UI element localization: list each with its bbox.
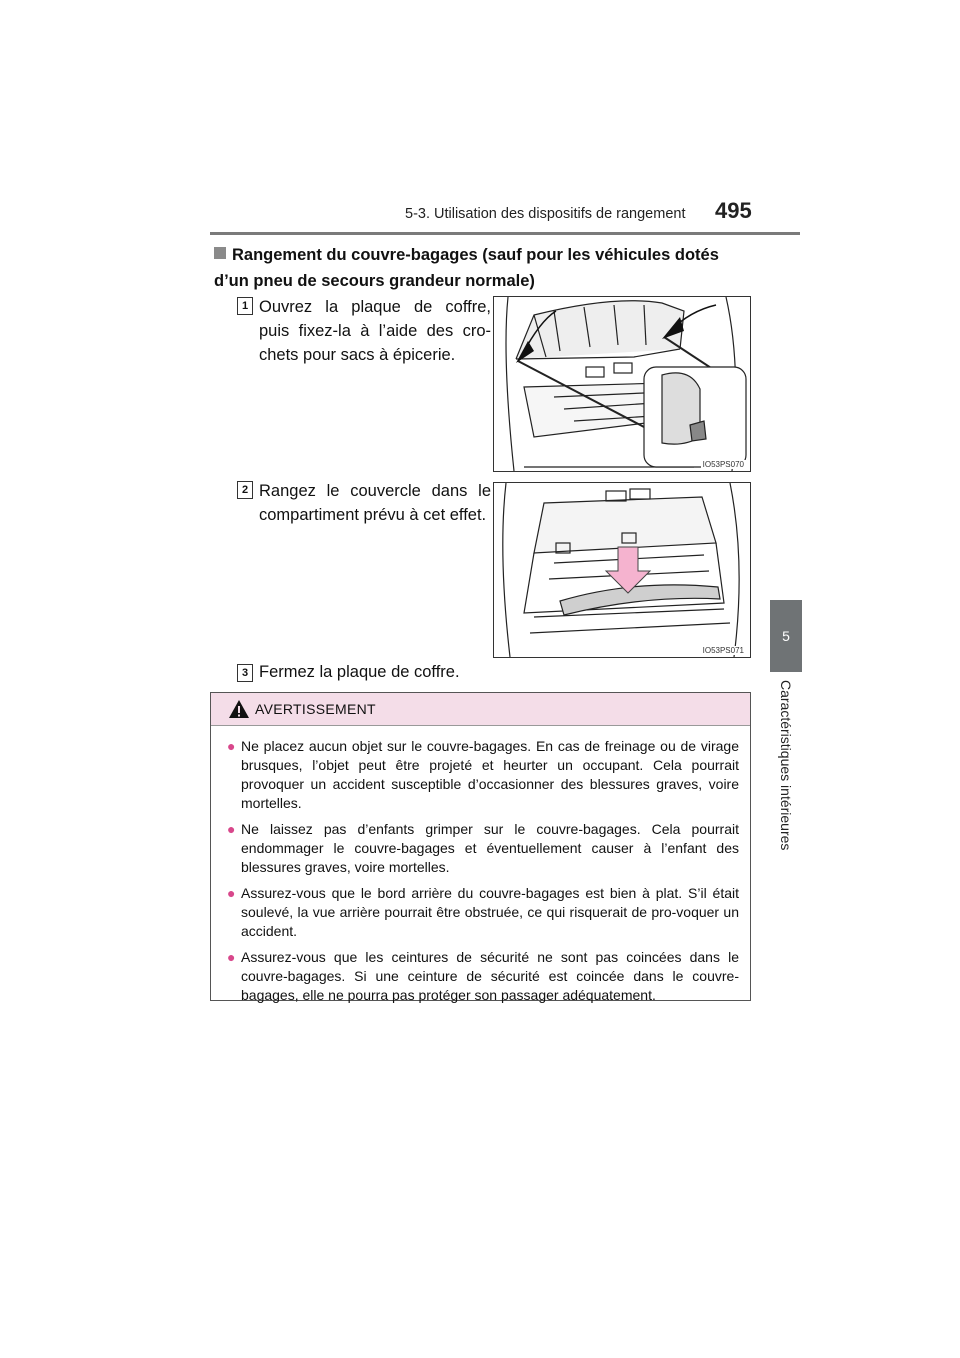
warning-item [227, 948, 739, 1005]
page-number: 495 [715, 198, 752, 223]
warning-title: AVERTISSEMENT [255, 701, 376, 717]
bullet-icon: ● [227, 885, 236, 901]
figure-code-2: IO53PS071 [702, 646, 744, 655]
warning-item-text: Ne laissez pas d’enfants grimper sur le couvre-bagages. Cela pourrait endommager le couvre-bagages et éventuellement causer à l’enfant des blessures graves, voire mortelles. [241, 821, 739, 875]
figure-step-2 [493, 482, 751, 658]
bullet-icon: ● [227, 949, 236, 965]
bullet-icon: ● [227, 738, 236, 754]
warning-item-text: Assurez-vous que les ceintures de sécurité ne sont pas coincées dans le couvre-bagages. Si une ceinture de sécurité est coincée dans le couvre-bagages, elle ne pourra pas protéger son passager adéquatement. [241, 949, 739, 1003]
chapter-tab-number: 5 [782, 628, 790, 644]
chapter-tab-label: Caractéristiques intérieures [778, 680, 794, 851]
cover-storage-illustration [494, 483, 750, 657]
warning-item [227, 820, 739, 877]
warning-triangle-icon [228, 699, 250, 719]
figure-code-1: IO53PS070 [702, 460, 744, 469]
step-number-3: 3 [237, 664, 253, 682]
warning-item-text: Ne placez aucun objet sur le couvre-bagages. En cas de freinage ou de virage brusques, l’objet peut être projeté et heurter un occupant. Cela pourrait provoquer un accident susceptible d’occasionner des blessures graves, voire mortelles. [241, 738, 739, 811]
step-text-3: Fermez la plaque de coffre. [259, 663, 460, 681]
bullet-icon: ● [227, 821, 236, 837]
step-text-2: Rangez le couvercle dans le compartiment prévu à cet effet. [259, 482, 491, 524]
warning-item [227, 737, 739, 813]
cargo-area-hooks-illustration [494, 297, 750, 471]
section-title-text: Rangement du couvre-bagages (sauf pour les véhicules dotés d’un pneu de secours grandeur normale) [214, 246, 719, 290]
step-number-1: 1 [237, 297, 253, 315]
header-divider [210, 232, 800, 235]
warning-header [211, 693, 750, 726]
section-title [214, 242, 754, 294]
warning-list [227, 737, 739, 1012]
step-number-2: 2 [237, 481, 253, 499]
running-header: 5-3. Utilisation des dispositifs de rangement [405, 206, 686, 222]
title-square-icon [214, 247, 226, 259]
warning-item [227, 884, 739, 941]
warning-item-text: Assurez-vous que le bord arrière du couvre-bagages est bien à plat. S’il était soulevé, la vue arrière pourrait être obstruée, ce qui risquerait de pro-voquer un accident. [241, 885, 739, 939]
warning-box [210, 692, 751, 1001]
step-text-1: Ouvrez la plaque de coffre, puis fixez-la à l’aide des cro-chets pour sacs à épicerie. [259, 298, 491, 364]
figure-step-1 [493, 296, 751, 472]
chapter-tab [770, 600, 802, 672]
